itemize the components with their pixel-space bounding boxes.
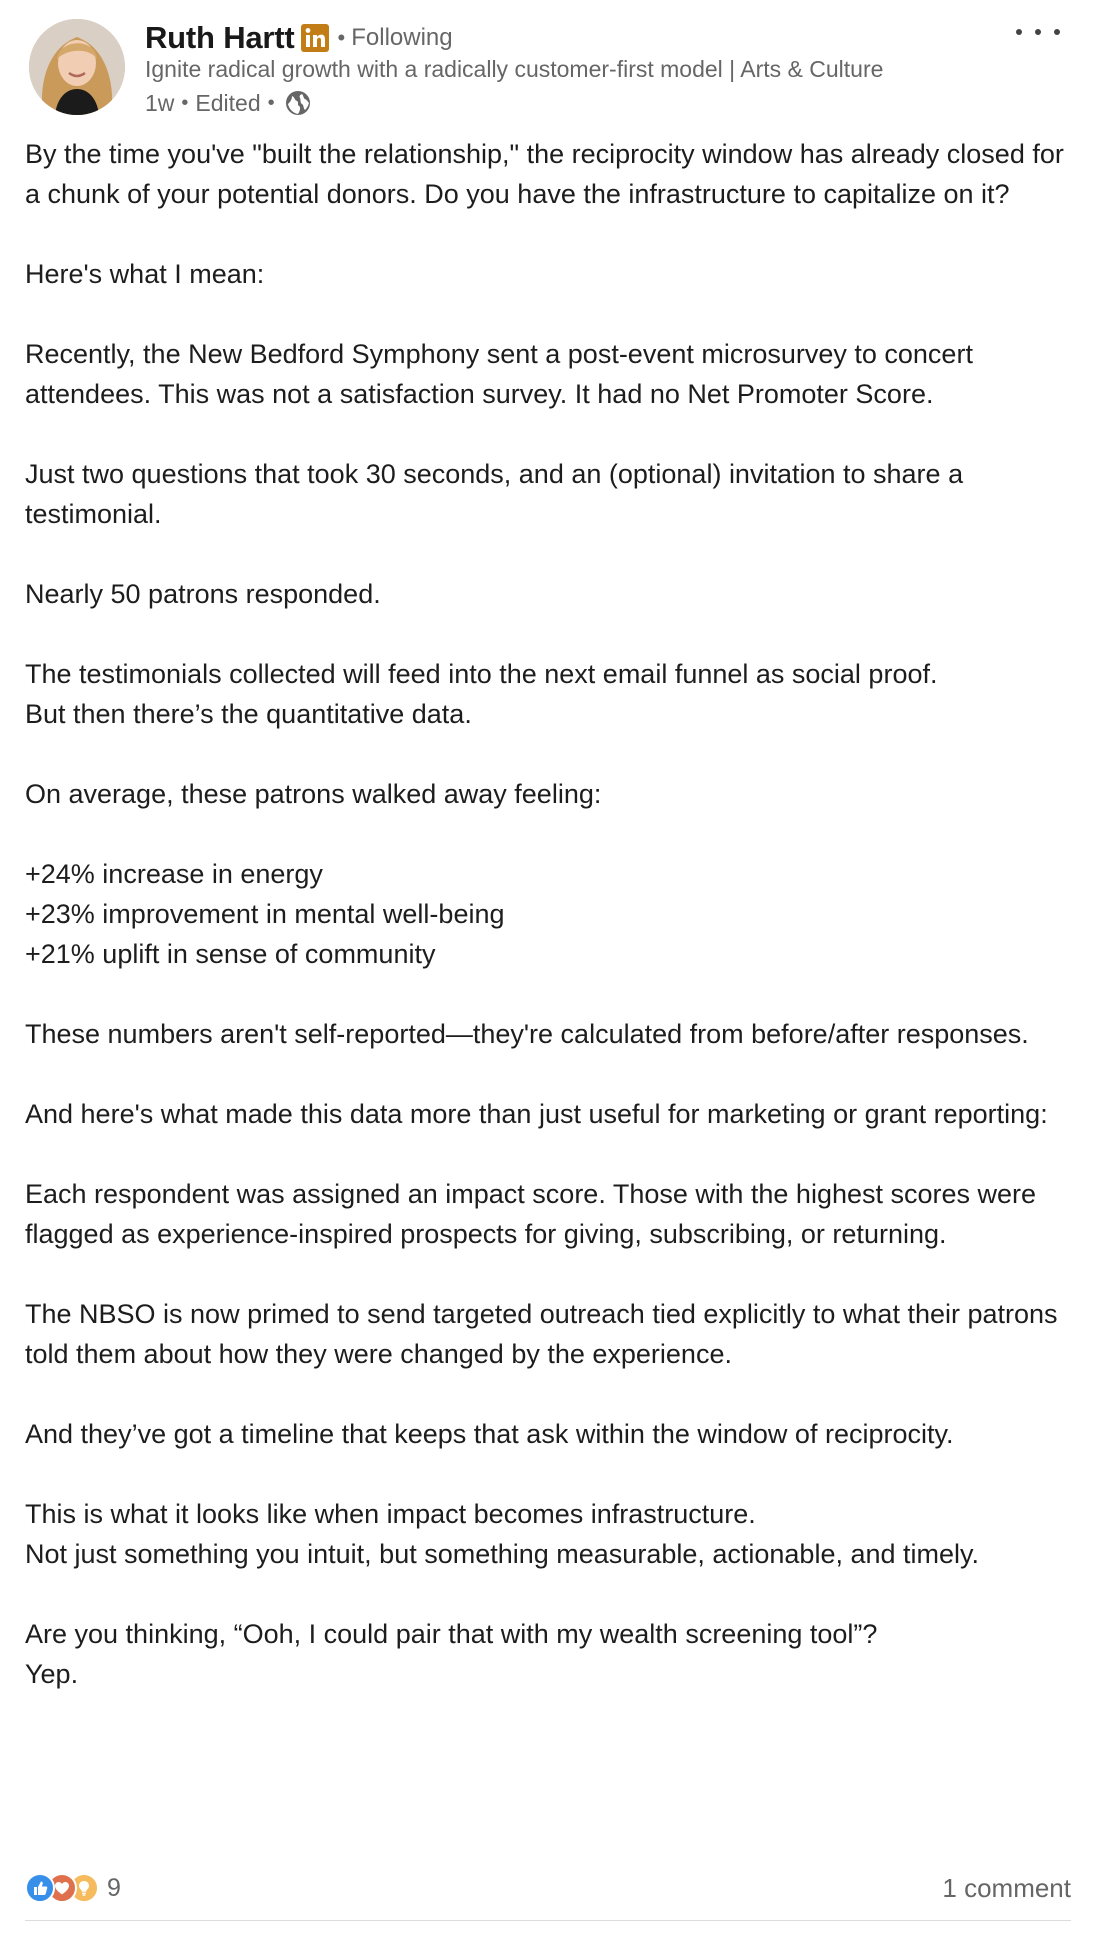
post-paragraph: Here's what I mean: bbox=[25, 259, 265, 289]
post-paragraph: And here's what made this data more than just useful for marketing or grant reporting: bbox=[25, 1099, 1048, 1129]
post-paragraph: Are you thinking, “Ooh, I could pair that with my wealth screening tool”? Yep. bbox=[25, 1619, 878, 1689]
post-header bbox=[0, 0, 1096, 130]
footer-divider bbox=[25, 1920, 1071, 1921]
post-paragraph: On average, these patrons walked away feeling: bbox=[25, 779, 602, 809]
post-paragraph: This is what it looks like when impact becomes infrastructure. Not just something you intuit, but something measurable, actionable, and timely. bbox=[25, 1499, 980, 1569]
ellipsis-icon bbox=[1016, 29, 1022, 35]
comments-count-link[interactable]: 1 comment bbox=[942, 1872, 1071, 1903]
avatar-photo bbox=[29, 19, 125, 115]
author-headline: Ignite radical growth with a radically customer-first model | Arts & Culture bbox=[145, 56, 884, 82]
edited-label: Edited bbox=[195, 89, 261, 116]
separator-dot: • bbox=[337, 25, 346, 50]
social-counts bbox=[25, 1862, 1071, 1914]
post-paragraph: +24% increase in energy +23% improvement in mental well-being +21% uplift in sense of community bbox=[25, 859, 505, 969]
follow-status[interactable]: Following bbox=[351, 24, 453, 51]
separator-dot: • bbox=[181, 91, 189, 114]
post-paragraph: Each respondent was assigned an impact score. Those with the highest scores were flagged as experience-inspired prospects for giving, subscribing, or returning. bbox=[25, 1179, 1037, 1249]
post-paragraph: The testimonials collected will feed into the next email funnel as social proof. But then there’s the quantitative data. bbox=[25, 659, 938, 729]
ellipsis-icon bbox=[1035, 29, 1041, 35]
reactions-summary[interactable] bbox=[25, 1873, 121, 1903]
more-options-button[interactable] bbox=[1016, 18, 1060, 46]
reaction-count: 9 bbox=[107, 1873, 121, 1902]
post-meta bbox=[145, 88, 312, 118]
post-paragraph: The NBSO is now primed to send targeted outreach tied explicitly to what their patrons told them about how they were changed by the experience. bbox=[25, 1299, 1058, 1369]
like-icon bbox=[25, 1873, 55, 1903]
post-paragraph: Recently, the New Bedford Symphony sent a post-event microsurvey to concert attendees. This was not a satisfaction survey. It had no Net Promoter Score. bbox=[25, 339, 973, 409]
post-paragraph: By the time you've "built the relationship," the reciprocity window has already closed for a chunk of your potential donors. Do you have the infrastructure to capitalize on it? bbox=[25, 139, 1064, 209]
ellipsis-icon bbox=[1054, 29, 1060, 35]
globe-icon bbox=[284, 89, 312, 117]
post-paragraph: Nearly 50 patrons responded. bbox=[25, 579, 381, 609]
post-text bbox=[25, 134, 1075, 1694]
post-paragraph: And they’ve got a timeline that keeps that ask within the window of reciprocity. bbox=[25, 1419, 954, 1449]
post-time: 1w bbox=[145, 89, 175, 116]
post-paragraph: Just two questions that took 30 seconds, and an (optional) invitation to share a testimonial. bbox=[25, 459, 964, 529]
author-name-row bbox=[145, 16, 453, 60]
author-name[interactable]: Ruth Hartt bbox=[145, 20, 295, 55]
avatar[interactable] bbox=[29, 19, 125, 115]
linkedin-premium-icon bbox=[301, 24, 329, 52]
separator-dot: • bbox=[267, 91, 275, 114]
post-paragraph: These numbers aren't self-reported—they're calculated from before/after responses. bbox=[25, 1019, 1029, 1049]
